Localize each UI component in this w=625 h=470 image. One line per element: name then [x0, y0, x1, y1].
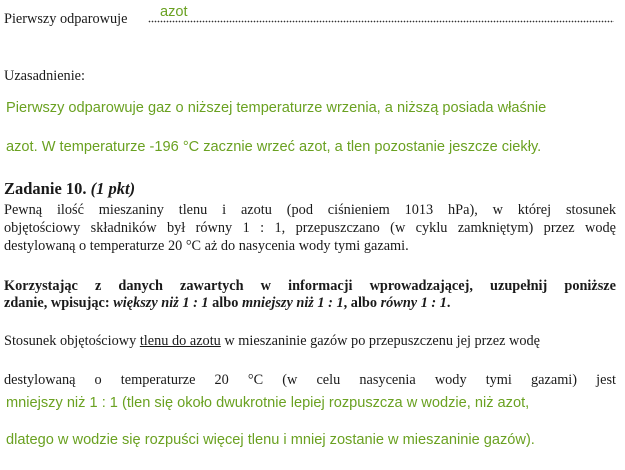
instruction-line-1: Korzystając z danych zawartych w informacji wprowadzającej, uzupełnij poniższe [4, 278, 616, 294]
sentence-part-2: w mieszaninie gazów po przepuszczenu jej przez wodę [224, 333, 540, 349]
sentence-line-2: destylowaną o temperaturze 20 °C (w celu nasycenia wody tymi gazami) jest [4, 372, 616, 388]
option-smaller: mniejszy niż 1 : 1 [241, 295, 344, 311]
option-separator-1: albo [212, 295, 239, 311]
answer-prompt: Pierwszy odparowuje [4, 11, 128, 27]
intro-line-3: destylowaną o temperaturze 20 °C aż do nasycenia wody tymi gazami. [4, 238, 409, 254]
option-equal: równy 1 : 1 [380, 295, 447, 311]
task-title: Zadanie 10. [4, 179, 87, 198]
handwritten-answer: azot [160, 4, 188, 20]
option-greater: większy niż 1 : 1 [113, 295, 209, 311]
task-points: (1 pkt) [90, 179, 136, 198]
justification-line-2: azot. W temperaturze -196 °C zacznie wrzeć azot, a tlen pozostanie jeszcze ciekły. [6, 139, 542, 155]
sentence-line-1 [4, 332, 540, 350]
instruction-end: . [446, 295, 451, 311]
sentence-underlined: tlenu do azotu [139, 333, 221, 349]
answer-line-2: dlatego w wodzie się rozpuści więcej tlenu i mniej zostanie w mieszaninie gazów). [6, 432, 535, 448]
justification-label: Uzasadnienie: [4, 68, 85, 84]
instruction-lead: zdanie, wpisując: [4, 295, 110, 311]
answer-dotted-line [148, 20, 614, 23]
sentence-part-1: Stosunek objętościowy [4, 333, 137, 349]
intro-line-2: objętościowy składników był równy 1 : 1, przepuszczano (w cyklu zamkniętym) przez wodę [4, 220, 616, 236]
justification-line-1: Pierwszy odparowuje gaz o niższej temperaturze wrzenia, a niższą posiada właśnie [6, 100, 547, 116]
intro-line-1: Pewną ilość mieszaniny tlenu i azotu (pod ciśnieniem 1013 hPa), w której stosunek [4, 202, 616, 218]
answer-line-1: mniejszy niż 1 : 1 (tlen się około dwukrotnie lepiej rozpuszcza w wodzie, niż azot, [6, 395, 530, 411]
task-heading [4, 179, 135, 199]
option-separator-2: , albo [343, 295, 378, 311]
instruction-line-2 [4, 294, 451, 312]
